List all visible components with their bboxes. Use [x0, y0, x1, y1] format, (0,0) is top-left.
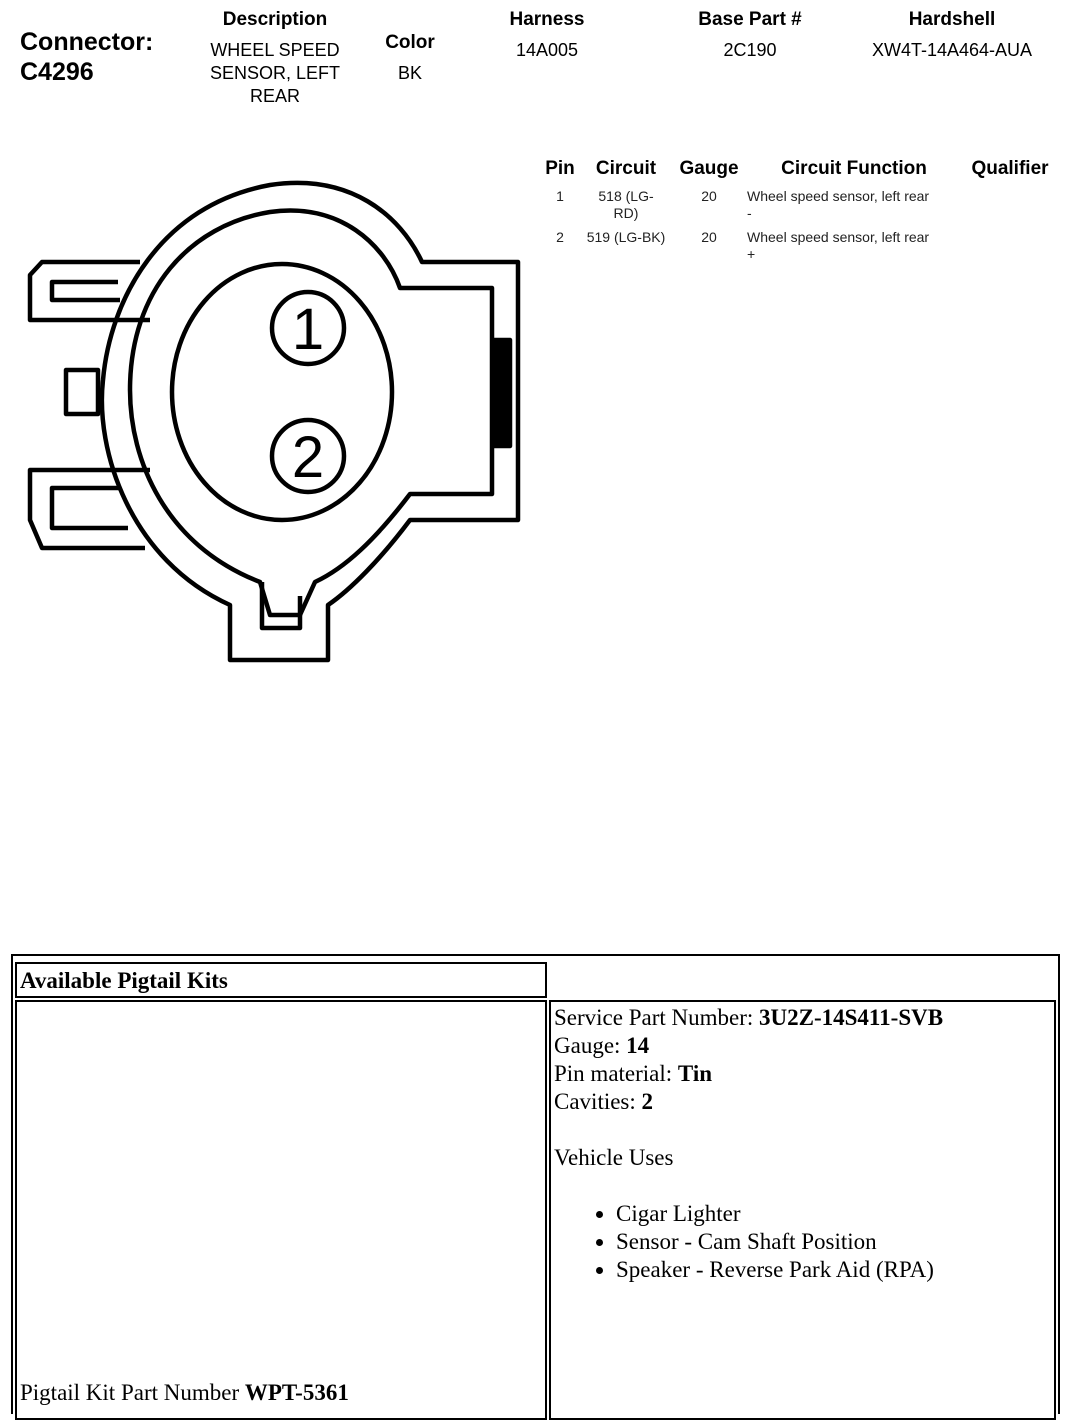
pin-material-label: Pin material: [554, 1061, 678, 1086]
pigtail-details-box [549, 1000, 1056, 1420]
right-bar [494, 340, 510, 446]
hardshell-value: XW4T-14A464-AUA [871, 40, 1033, 60]
connector-id: C4296 [20, 58, 94, 86]
pin-circuit [586, 188, 666, 222]
pin-function-line: Wheel speed sensor, left rear [747, 229, 930, 245]
kit-gauge-value: 14 [626, 1033, 650, 1058]
pin-function-line: Wheel speed sensor, left rear [747, 188, 930, 204]
base-part-value: 2C190 [723, 40, 777, 60]
list-item: • Speaker - Reverse Park Aid (RPA) [616, 1256, 1054, 1284]
circuit-column-header: Circuit [595, 158, 657, 179]
kit-part-number-value: WPT-5361 [244, 1380, 349, 1405]
description-line: REAR [249, 86, 300, 106]
description-line: WHEEL SPEED [210, 40, 340, 60]
pin-circuit-line: 518 (LG- [598, 188, 654, 204]
list-item: • Cigar Lighter [616, 1200, 1054, 1228]
qualifier-column-header: Qualifier [971, 158, 1049, 179]
pin-circuit-line: RD) [613, 205, 639, 221]
connector-label: Connector: [20, 28, 154, 56]
harness-header: Harness [509, 9, 585, 30]
service-part-value: 3U2Z-14S411-SVB [759, 1005, 944, 1030]
kit-gauge [554, 1032, 1054, 1060]
list-item: • Sensor - Cam Shaft Position [616, 1228, 1054, 1256]
pin-number: 1 [556, 188, 564, 204]
pin-gauge: 20 [701, 229, 717, 245]
connector-face-diagram [0, 0, 540, 700]
housing-inner-outline [130, 211, 492, 615]
latch-middle [66, 370, 98, 414]
gauge-column-header: Gauge [679, 158, 739, 179]
service-part-label: Service Part Number: [554, 1005, 760, 1030]
pin-number: 2 [556, 229, 564, 245]
latch-bottom-inner [52, 488, 128, 528]
pin-function-line: + [747, 246, 756, 262]
vehicle-uses-heading: Vehicle Uses [554, 1145, 674, 1170]
pin-material [554, 1060, 1054, 1088]
cavities-value: 2 [641, 1089, 654, 1114]
color-value: BK [397, 63, 422, 83]
pin-function [747, 229, 962, 263]
pigtail-title-box [15, 962, 547, 998]
pin-gauge: 20 [701, 188, 717, 204]
pin-function-line: - [747, 205, 752, 221]
hardshell-header: Hardshell [908, 9, 996, 30]
latch-top [30, 262, 150, 320]
kit-gauge-label: Gauge: [554, 1033, 627, 1058]
pin-column-header: Pin [545, 158, 575, 179]
kit-part-number-label: Pigtail Kit Part Number [20, 1380, 245, 1405]
pin-material-value: Tin [677, 1061, 713, 1086]
kit-part-number [20, 1380, 349, 1406]
cavities [554, 1088, 1054, 1116]
color-header: Color [385, 32, 435, 53]
base-part-header: Base Part # [698, 9, 802, 30]
pin-2-label: 2 [291, 425, 325, 490]
pigtail-title: Available Pigtail Kits [20, 968, 228, 993]
pin-circuit-line: 519 (LG-BK) [586, 229, 666, 245]
pin-function [747, 188, 962, 222]
function-column-header: Circuit Function [781, 158, 927, 179]
vehicle-uses-list [554, 1200, 1054, 1284]
pin-1-label: 1 [291, 297, 325, 362]
description-line: SENSOR, LEFT [209, 63, 341, 83]
latch-top-inner [52, 282, 120, 300]
harness-value: 14A005 [515, 40, 579, 60]
service-part-number [554, 1004, 1054, 1032]
pigtail-kit-box [15, 1000, 547, 1420]
pin-circuit [580, 229, 672, 246]
description-header: Description [222, 9, 328, 30]
cavities-label: Cavities: [554, 1089, 642, 1114]
